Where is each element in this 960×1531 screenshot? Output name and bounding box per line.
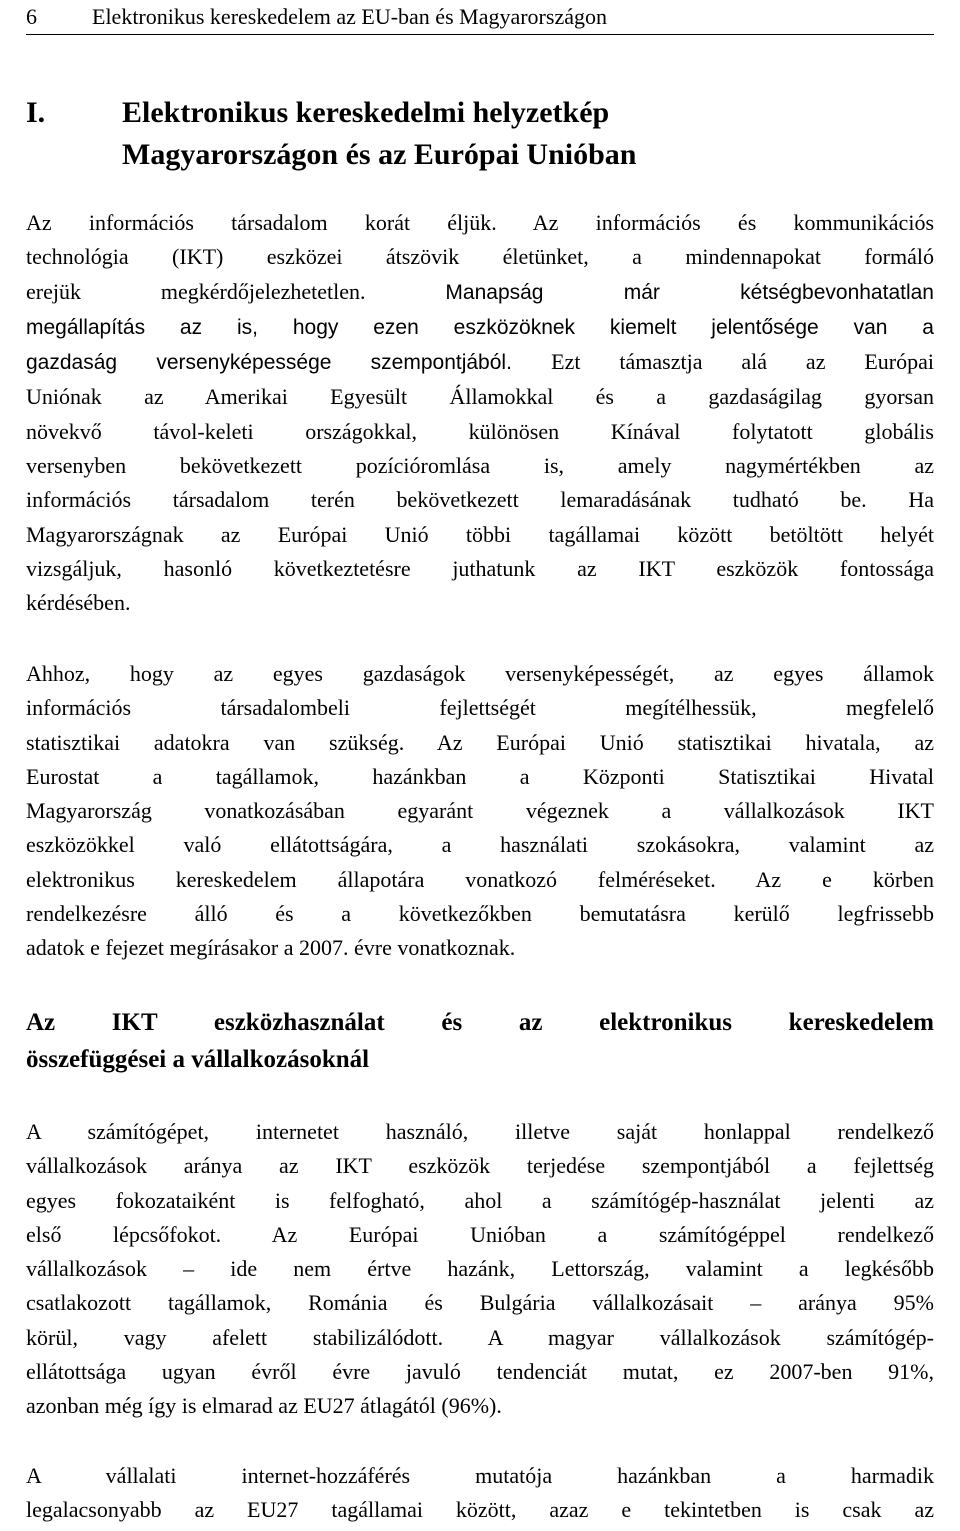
paragraph-line: erejük megkérdőjelezhetetlen. Manapság már kétségbevonhatatlan	[26, 278, 934, 304]
paragraph-line: ellátottsága ugyan évről évre javuló tendenciát mutat, ez 2007-ben 91%,	[26, 1359, 934, 1385]
running-title: Elektronikus kereskedelem az EU-ban és Magyarországon	[92, 4, 607, 29]
chapter-title-line-1: Elektronikus kereskedelmi helyzetkép	[122, 96, 610, 129]
paragraph-line: statisztikai adatokra van szükség. Az Európai Unió statisztikai hivatala, az	[26, 729, 934, 755]
paragraph-line: vállalkozások aránya az IKT eszközök terjedése szempontjából a fejlettség	[26, 1153, 934, 1179]
paragraph-line: kérdésében.	[26, 590, 131, 616]
paragraph-statistics	[26, 657, 934, 966]
paragraph-line: technológia (IKT) eszközei átszövik életünket, a mindennapokat formáló	[26, 244, 934, 270]
chapter-title	[26, 92, 636, 176]
paragraph-line: A vállalati internet-hozzáférés mutatója hazánkban a harmadik	[26, 1463, 934, 1488]
section-heading	[26, 1004, 934, 1078]
paragraph-line: Uniónak az Amerikai Egyesült Államokkal és a gazdaságilag gyorsan	[26, 384, 934, 410]
chapter-title-line-2: Magyarországon és az Európai Unióban	[122, 138, 637, 171]
section-heading-line-2: összefüggései a vállalkozásoknál	[26, 1046, 370, 1073]
paragraph-line: növekvő távol-keleti országokkal, különösen Kínával folytatott globális	[26, 418, 934, 444]
paragraph-line: csatlakozott tagállamok, Románia és Bulgária vállalkozásait – aránya 95%	[26, 1290, 934, 1316]
paragraph-line: Eurostat a tagállamok, hazánkban a Központi Statisztikai Hivatal	[26, 763, 934, 789]
running-header	[26, 0, 934, 35]
paragraph-line: Az információs társadalom korát éljük. Az információs és kommunikációs	[26, 210, 934, 235]
section-heading-line-1: Az IKT eszközhasználat és az elektronikus kereskedelem	[26, 1009, 934, 1036]
paragraph-line: vállalkozások – ide nem értve hazánk, Lettország, valamint a legkésőbb	[26, 1256, 934, 1282]
paragraph-line: első lépcsőfokot. Az Európai Unióban a számítógéppel rendelkező	[26, 1221, 934, 1247]
paragraph-line: megállapítás az is, hogy ezen eszközöknek kiemelt jelentősége van a	[26, 315, 934, 339]
paragraph-internet-access	[26, 1459, 934, 1528]
paragraph-line: versenyben bekövetkezett pozícióromlása is, amely nagymértékben az	[26, 453, 934, 479]
page-number: 6	[26, 4, 37, 29]
paragraph-line: eszközökkel való ellátottságára, a használati szokásokra, valamint az	[26, 832, 934, 858]
paragraph-line: rendelkezésre álló és a következőkben bemutatásra kerülő legfrissebb	[26, 901, 934, 927]
paragraph-line: vizsgáljuk, hasonló következtetésre juthatunk az IKT eszközök fontossága	[26, 555, 934, 581]
paragraph-intro	[26, 206, 934, 621]
paragraph-line: legalacsonyabb az EU27 tagállamai között, azaz e tekintetben is csak az	[26, 1497, 934, 1523]
paragraph-computer-use	[26, 1115, 934, 1424]
paragraph-line: egyes fokozataiként is felfogható, ahol a számítógép-használat jelenti az	[26, 1187, 934, 1213]
paragraph-line: A számítógépet, internetet használó, illetve saját honlappal rendelkező	[26, 1119, 934, 1144]
paragraph-line: Ahhoz, hogy az egyes gazdaságok versenyképességét, az egyes államok	[26, 661, 934, 686]
paragraph-line: gazdaság versenyképessége szempontjából. Ezt támasztja alá az Európai	[26, 349, 935, 375]
paragraph-line: Magyarországnak az Európai Unió többi tagállamai között betöltött helyét	[26, 521, 934, 547]
paragraph-line: információs társadalombeli fejlettségét megítélhessük, megfelelő	[26, 695, 934, 721]
paragraph-line: körül, vagy afelett stabilizálódott. A magyar vállalkozások számítógép-	[26, 1324, 934, 1350]
paragraph-line: információs társadalom terén bekövetkezett lemaradásának tudható be. Ha	[26, 487, 934, 513]
paragraph-line: adatok e fejezet megírásakor a 2007. évre vonatkoznak.	[26, 935, 516, 961]
chapter-number: I.	[26, 96, 46, 129]
paragraph-line: Magyarország vonatkozásában egyaránt végeznek a vállalkozások IKT	[26, 798, 934, 824]
paragraph-line: azonban még így is elmarad az EU27 átlagától (96%).	[26, 1393, 502, 1419]
paragraph-line: elektronikus kereskedelem állapotára vonatkozó felméréseket. Az e körben	[26, 866, 934, 892]
